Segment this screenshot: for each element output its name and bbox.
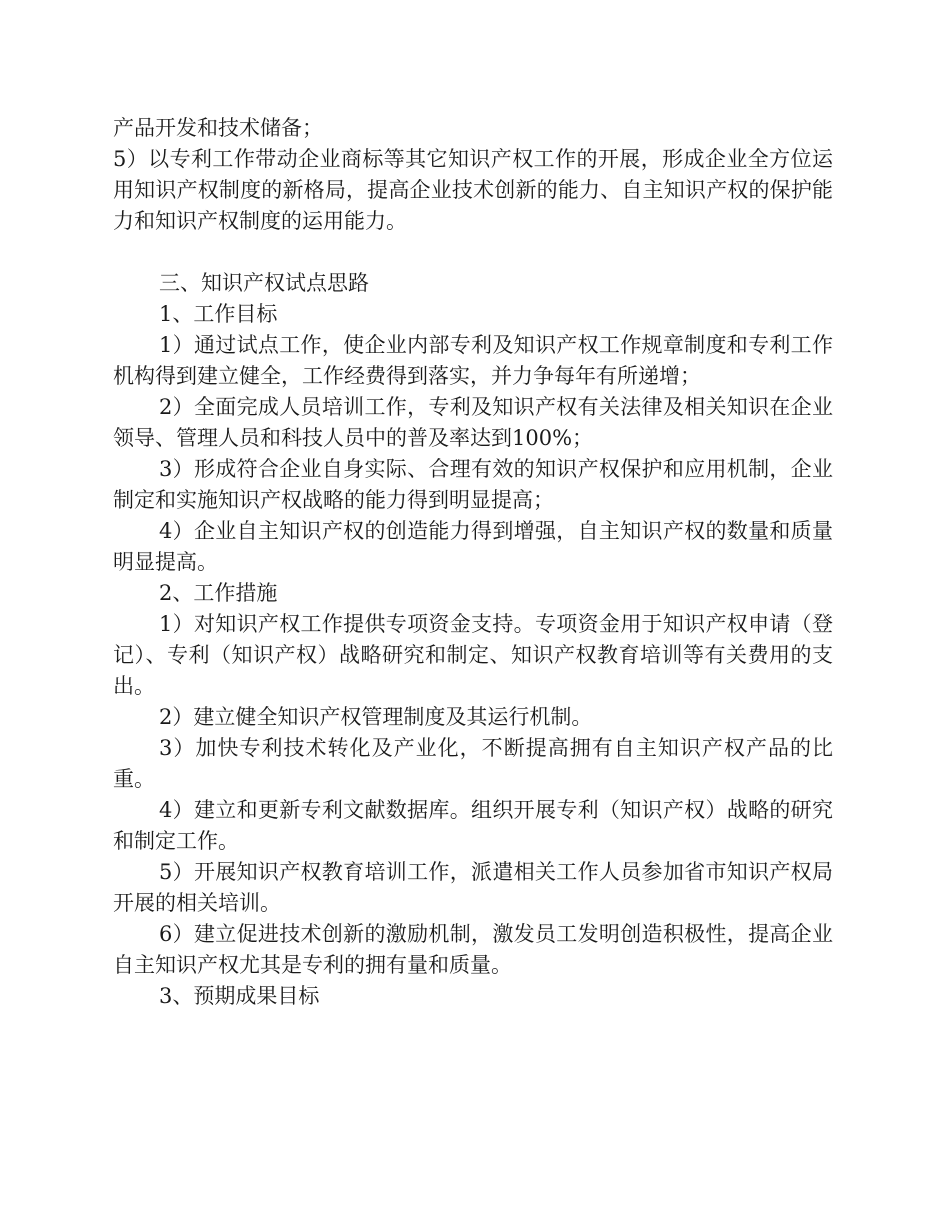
- section-heading-pilot-ideas: 三、知识产权试点思路: [159, 271, 369, 295]
- measure-item-4: 4）建立和更新专利文献数据库。组织开展专利（知识产权）战略的研究和制定工作。: [113, 798, 833, 853]
- goal-item-4: 4）企业自主知识产权的创造能力得到增强，自主知识产权的数量和质量明显提高。: [113, 519, 833, 574]
- subheading-expected-results: 3、预期成果目标: [159, 984, 320, 1008]
- document-body: [113, 113, 833, 1012]
- measure-item-2: 2）建立健全知识产权管理制度及其运行机制。: [159, 705, 593, 729]
- paragraph-item-5-trademark: 5）以专利工作带动企业商标等其它知识产权工作的开展，形成企业全方位运用知识产权制度的新格局，提高企业技术创新的能力、自主知识产权的保护能力和知识产权制度的运用能力。: [113, 147, 833, 233]
- measure-item-3: 3）加快专利技术转化及产业化，不断提高拥有自主知识产权产品的比重。: [113, 736, 833, 791]
- measure-item-6: 6）建立促进技术创新的激励机制，激发员工发明创造积极性，提高企业自主知识产权尤其是专利的拥有量和质量。: [113, 922, 833, 977]
- goal-item-3: 3）形成符合企业自身实际、合理有效的知识产权保护和应用机制，企业制定和实施知识产权战略的能力得到明显提高；: [113, 457, 833, 512]
- measure-item-1: 1）对知识产权工作提供专项资金支持。专项资金用于知识产权申请（登记）、专利（知识产权）战略研究和制定、知识产权教育培训等有关费用的支出。: [113, 612, 833, 698]
- goal-item-2: 2）全面完成人员培训工作，专利及知识产权有关法律及相关知识在企业领导、管理人员和科技人员中的普及率达到100%；: [113, 395, 833, 450]
- paragraph-gap: [113, 237, 833, 268]
- subheading-work-measures: 2、工作措施: [159, 581, 278, 605]
- paragraph-product-dev: 产品开发和技术储备；: [113, 116, 323, 140]
- subheading-work-goals: 1、工作目标: [159, 302, 278, 326]
- measure-item-5: 5）开展知识产权教育培训工作，派遣相关工作人员参加省市知识产权局开展的相关培训。: [113, 860, 833, 915]
- goal-item-1: 1）通过试点工作，使企业内部专利及知识产权工作规章制度和专利工作机构得到建立健全，工作经费得到落实，并力争每年有所递增；: [113, 333, 833, 388]
